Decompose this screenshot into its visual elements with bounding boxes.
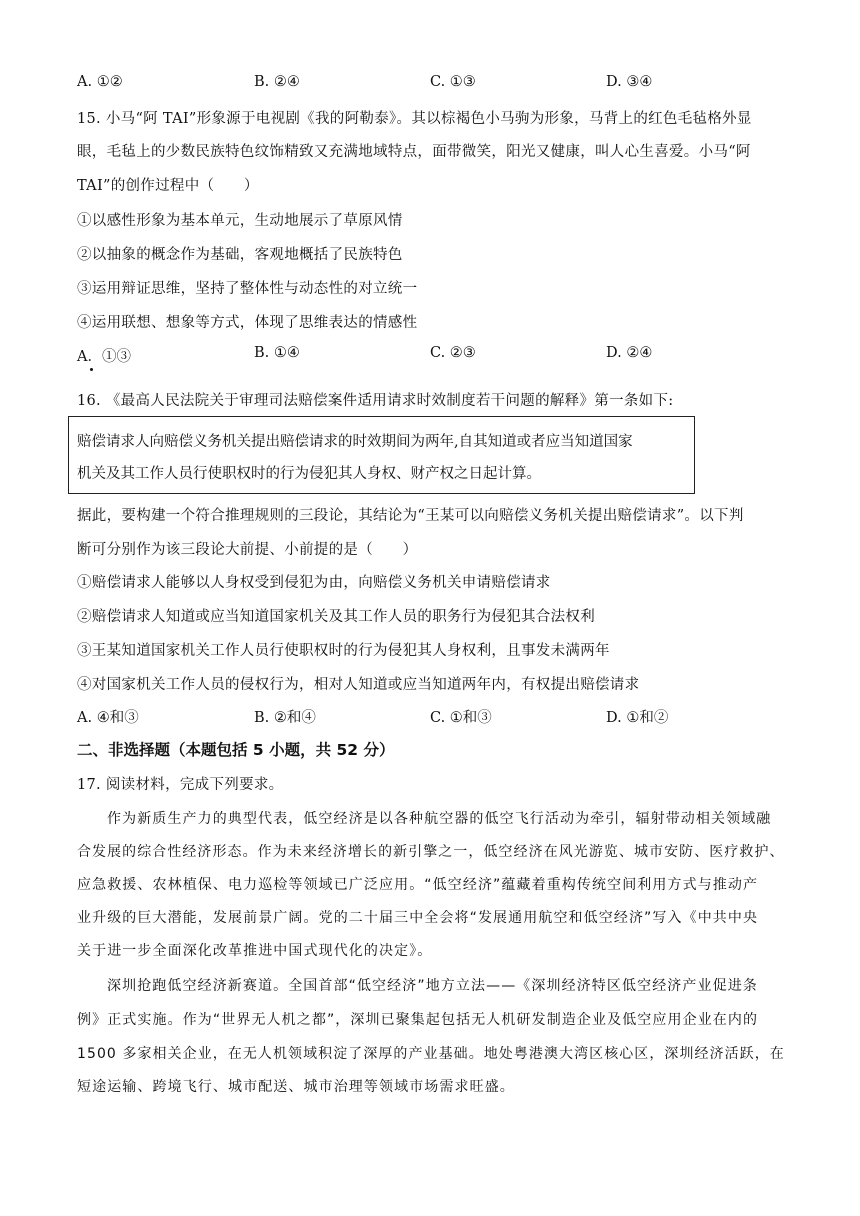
q16-option-d: D. ①和② (606, 710, 669, 726)
q15-stem-line-3: TAI”的创作过程中（ ） (77, 178, 259, 194)
q16-option-b: B. ②和④ (254, 710, 316, 726)
q15-item-2: ②以抽象的概念作为基础，客观地概括了民族特色 (77, 247, 403, 263)
q14-option-c: C. ①③ (430, 74, 476, 90)
q15-option-d: D. ②④ (606, 345, 653, 361)
q16-item-4: ④对国家机关工作人员的侵权行为，相对人知道或应当知道两年内，有权提出赔偿请求 (77, 677, 640, 693)
dot-mark (90, 368, 93, 371)
q17-stem: 17. 阅读材料，完成下列要求。 (77, 777, 284, 793)
q14-option-a: A. ①② (77, 74, 123, 90)
box-line-2: 机关及其工作人员行使职权时的行为侵犯其人身权、财产权之日起计算。 (77, 466, 541, 482)
q15-item-3: ③运用辩证思维，坚持了整体性与动态性的对立统一 (77, 281, 418, 297)
q16-stem2-line-2: 断可分别作为该三段论大前提、小前提的是（ ） (77, 542, 418, 558)
q14-option-b: B. ②④ (254, 74, 300, 90)
material-p1-line-2: 合发展的综合性经济形态。作为未来经济增长的新引擎之一，低空经济在风光游览、城市安防、医疗救护、 (77, 844, 785, 860)
q15-option-b: B. ①④ (254, 345, 300, 361)
q16-stem: 16. 《最高人民法院关于审理司法赔偿案件适用请求时效制度若干问题的解释》第一条如下: (77, 393, 674, 409)
box-line-1: 赔偿请求人向赔偿义务机关提出赔偿请求的时效期间为两年,自其知道或者应当知道国家 (77, 434, 633, 450)
material-p1-line-1: 作为新质生产力的典型代表，低空经济是以各种航空器的低空飞行活动为牵引，辐射带动相关领域融 (107, 811, 772, 827)
q14-option-d: D. ③④ (606, 74, 653, 90)
q15-option-c: C. ②③ (430, 345, 476, 361)
q15-item-4: ④运用联想、想象等方式，体现了思维表达的情感性 (77, 315, 418, 331)
q15-stem-line-2: 眼，毛毡上的少数民族特色纹饰精致又充满地域特点，面带微笑，阳光又健康，叫人心生喜爱。小马“阿 (77, 144, 751, 160)
material-p1-line-5: 关于进一步全面深化改革推进中国式现代化的决定》。 (77, 943, 433, 959)
q15-option-a: A．①③ (77, 349, 131, 365)
q16-item-2: ②赔偿请求人知道或应当知道国家机关及其工作人员的职务行为侵犯其合法权利 (77, 609, 595, 625)
material-p1-line-4: 业升级的巨大潜能，发展前景广阔。党的二十届三中全会将“发展通用航空和低空经济”写入《中共中央 (77, 910, 759, 926)
q15-item-1: ①以感性形象为基本单元，生动地展示了草原风情 (77, 213, 403, 229)
material-p2-line-2: 例》正式实施。作为“世界无人机之都”，深圳已聚集起包括无人机研发制造企业及低空应用企业在内的 (77, 1012, 759, 1028)
q16-stem2-line-1: 据此，要构建一个符合推理规则的三段论，其结论为“王某可以向赔偿义务机关提出赔偿请求”。以下判 (77, 508, 744, 524)
material-p1-line-3: 应急救援、农林植保、电力巡检等领域已广泛应用。“低空经济”蕴藏着重构传统空间利用方式与推动产 (77, 877, 759, 893)
material-p2-line-4: 短途运输、跨境飞行、城市配送、城市治理等领域市场需求旺盛。 (77, 1079, 515, 1095)
material-p2-line-3: 1500 多家相关企业，在无人机领域积淀了深厚的产业基础。地处粤港澳大湾区核心区，深圳经济活跃，在 (77, 1046, 785, 1062)
q16-option-c: C. ①和③ (430, 710, 492, 726)
q16-item-3: ③王某知道国家机关工作人员行使职权时的行为侵犯其人身权利，且事发未满两年 (77, 643, 610, 659)
q16-item-1: ①赔偿请求人能够以人身权受到侵犯为由，向赔偿义务机关申请赔偿请求 (77, 575, 551, 591)
q16-option-a: A. ④和③ (77, 710, 139, 726)
material-p2-line-1: 深圳抢跑低空经济新赛道。全国首部“低空经济”地方立法——《深圳经济特区低空经济产业促进条 (107, 978, 758, 994)
quoted-provision-box (68, 416, 695, 494)
q15-stem-line-1: 15. 小马“阿 TAI”形象源于电视剧《我的阿勒泰》。其以棕褐色小马驹为形象，马背上的红色毛毡格外显 (77, 111, 752, 127)
section-heading: 二、非选择题（本题包括 5 小题，共 52 分） (77, 741, 395, 759)
